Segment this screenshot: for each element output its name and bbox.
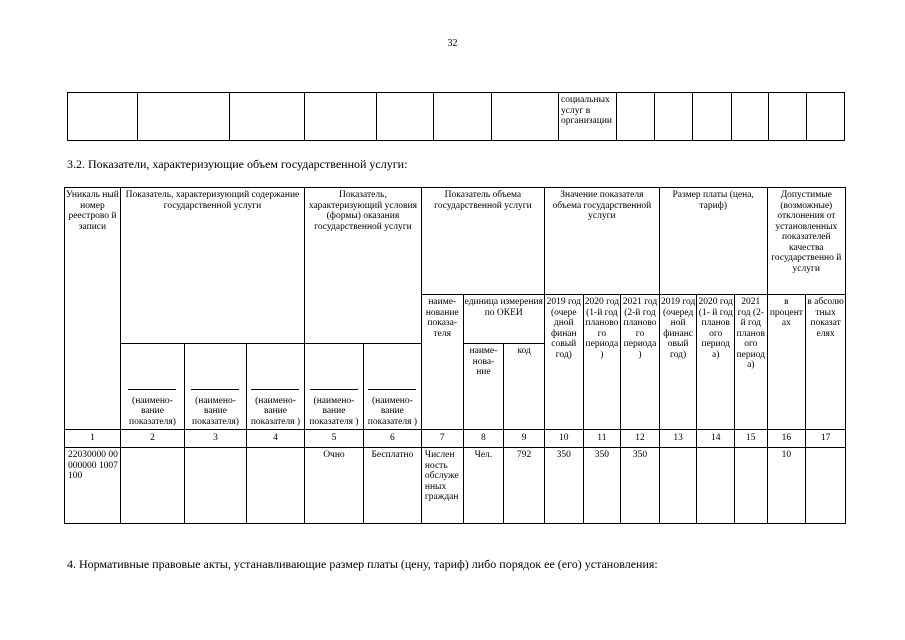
header-percent: в процент ах <box>767 295 806 430</box>
column-number: 14 <box>697 430 735 448</box>
unit-name: Чел. <box>463 448 504 524</box>
table-cell <box>434 93 492 141</box>
page-number: 32 <box>447 38 458 49</box>
fee-2019 <box>659 448 697 524</box>
column-number: 6 <box>363 430 421 448</box>
blank-line <box>368 389 416 390</box>
table-cell <box>769 93 807 141</box>
header-2020: 2020 год (1-й год планово го периода ) <box>583 295 621 430</box>
column-number: 12 <box>621 430 660 448</box>
table-cell <box>655 93 693 141</box>
header-conditions-indicator: Показатель, характеризующий условия (формы) оказания государственной услуги <box>304 188 421 344</box>
section-heading-3-2: 3.2. Показатели, характеризующие объем государственной услуги: <box>67 157 408 171</box>
header-indicator-name: наиме- нование показа- теля <box>421 295 463 430</box>
column-number: 3 <box>184 430 246 448</box>
subheader-text: (наимено- вание показателя ) <box>367 395 418 427</box>
column-number-row <box>65 430 846 448</box>
header-unit-okei: единица измерения по ОКЕИ <box>463 295 544 344</box>
service-form: Очно <box>304 448 363 524</box>
header-2019: 2019 год (очере дной финан совый год) <box>544 295 583 430</box>
header-fee: Размер платы (цена, тариф) <box>659 188 767 295</box>
table-cell <box>807 93 845 141</box>
header-unit-name: наиме- нова- ние <box>463 344 504 430</box>
table-cell <box>305 93 377 141</box>
subheader-text: (наимено- вание показателя ) <box>309 395 359 427</box>
section-heading-4: 4. Нормативные правовые акты, устанавливающие размер платы (цену, тариф) либо порядок ее (его) установления: <box>67 557 658 571</box>
fee-2021 <box>735 448 768 524</box>
cell-line: организации <box>561 116 613 126</box>
header-volume-indicator: Показатель объема государственной услуги <box>421 188 544 295</box>
table-cell <box>184 448 246 524</box>
column-number: 9 <box>504 430 545 448</box>
header-content-indicator: Показатель, характеризующий содержание государственной услуги <box>120 188 304 344</box>
header-volume-value: Значение показателя объема государственной услуги <box>544 188 659 295</box>
column-number: 11 <box>583 430 621 448</box>
blank-line <box>191 389 239 390</box>
deviation-absolute <box>806 448 846 524</box>
header-unit-code: код <box>504 344 545 430</box>
table-cell <box>246 448 304 524</box>
blank-line <box>251 389 299 390</box>
value-2019: 350 <box>544 448 583 524</box>
indicator-name: Числен ность обслуже нных граждан <box>421 448 463 524</box>
volume-indicators-table <box>64 187 846 524</box>
blank-line <box>128 389 176 390</box>
table-cell <box>617 93 655 141</box>
column-number: 7 <box>421 430 463 448</box>
subheader-indicator-name-5 <box>363 344 421 430</box>
header-fee-2019: 2019 год (очеред ной финанс овый год) <box>659 295 697 430</box>
table-cell <box>492 93 559 141</box>
table-row <box>65 448 846 524</box>
header-fee-2021: 2021 год (2- й год планов ого период а) <box>735 295 768 430</box>
table-cell <box>68 93 138 141</box>
cell-line: социальных <box>561 95 610 105</box>
continued-table <box>67 92 845 141</box>
unit-code: 792 <box>504 448 545 524</box>
header-allowed-deviation: Допустимые (возможные) отклонения от установленных показателей качества государственно й услуги <box>767 188 845 295</box>
column-number: 5 <box>304 430 363 448</box>
table-cell <box>559 93 617 141</box>
subheader-indicator-name-2 <box>184 344 246 430</box>
column-number: 15 <box>735 430 768 448</box>
header-absolute: в абсолю тных показат елях <box>806 295 846 430</box>
table-cell <box>377 93 434 141</box>
column-number: 1 <box>65 430 121 448</box>
column-number: 4 <box>246 430 304 448</box>
table-cell <box>732 93 769 141</box>
header-fee-2020: 2020 год (1- й год планов ого период а) <box>697 295 735 430</box>
column-number: 13 <box>659 430 697 448</box>
cell-line-text: услуг в <box>561 105 591 116</box>
blank-line <box>310 389 358 390</box>
registry-record-number: 22030000 00000000 1007100 <box>65 448 121 524</box>
subheader-text: (наимено- вание показателя) <box>192 395 239 427</box>
fee-2020 <box>697 448 735 524</box>
column-number: 17 <box>806 430 846 448</box>
column-number: 2 <box>120 430 184 448</box>
deviation-percent: 10 <box>767 448 806 524</box>
table-cell <box>230 93 305 141</box>
service-payment-condition: Бесплатно <box>363 448 421 524</box>
column-number: 16 <box>767 430 806 448</box>
value-2021: 350 <box>621 448 660 524</box>
subheader-indicator-name-1 <box>120 344 184 430</box>
header-2021: 2021 год (2-й год планово го периода ) <box>621 295 660 430</box>
subheader-text: (наимено- вание показателя) <box>129 395 176 427</box>
subheader-indicator-name-3 <box>246 344 304 430</box>
column-number: 10 <box>544 430 583 448</box>
table-cell <box>138 93 230 141</box>
table-cell <box>693 93 732 141</box>
header-unique-number: Уникаль ный номер реестрово й записи <box>65 188 121 430</box>
subheader-indicator-name-4 <box>304 344 363 430</box>
cell-line <box>561 106 614 117</box>
table-cell <box>120 448 184 524</box>
value-2020: 350 <box>583 448 621 524</box>
subheader-text: (наимено- вание показателя ) <box>250 395 301 427</box>
column-number: 8 <box>463 430 504 448</box>
